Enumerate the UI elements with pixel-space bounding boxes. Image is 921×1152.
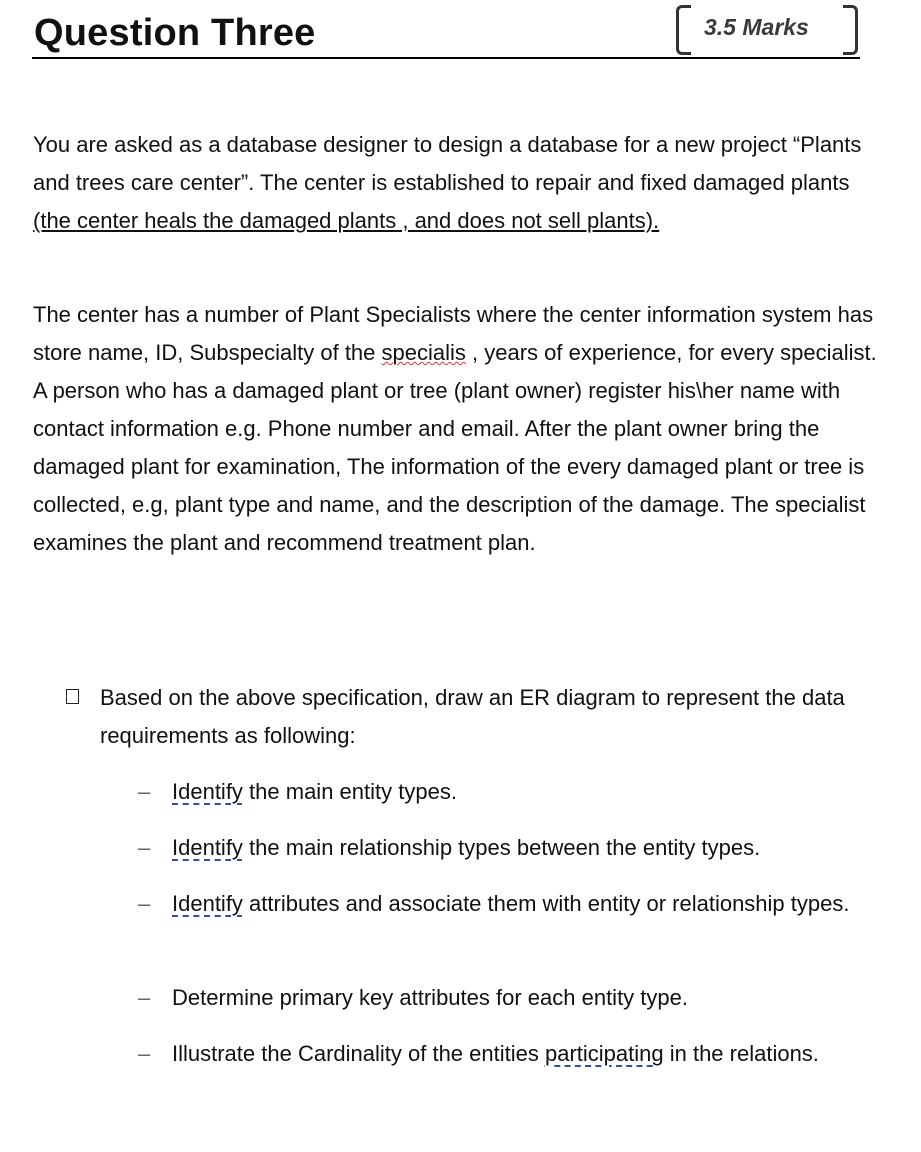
intro-paragraph [33, 126, 883, 240]
dash-bullet-icon: – [138, 891, 151, 916]
marks-label: 3.5 Marks [704, 14, 809, 40]
spec-text-a: The center has a number of Plant Specialists where the center information system has store name, ID, Subspecialty of the [33, 302, 874, 365]
spec-text-b: , years of experience, for every specialist. A person who has a damaged plant or tree (plant owner) register his\her name with contact information e.g. Phone number and email. After the plant owner bring the damaged plant for examination, The information of the every damaged plant or tree is collected, e.g, plant type and name, and the description of the damage. The specialist examines the plant and recommend treatment plan. [33, 340, 877, 555]
task-text: Determine primary key attributes for each entity type. [172, 985, 688, 1010]
grammar-flagged-word: Identify [172, 835, 243, 860]
dash-bullet-icon: – [138, 985, 151, 1010]
task-text: Illustrate the Cardinality of the entities [172, 1041, 545, 1066]
intro-underlined-note: (the center heals the damaged plants , and does not sell plants). [33, 208, 660, 233]
grammar-flagged-word: Identify [172, 779, 243, 804]
dash-bullet-icon: – [138, 835, 151, 860]
task-text: the main relationship types between the entity types. [242, 835, 761, 860]
specification-paragraph [33, 296, 883, 562]
left-bracket [676, 5, 691, 55]
right-bracket [843, 5, 858, 55]
grammar-flagged-word: Identify [172, 891, 243, 916]
instruction-text: Based on the above specification, draw an ER diagram to represent the data requirements as following: [100, 685, 845, 748]
grammar-flagged-word: participating [544, 1041, 664, 1066]
marks-badge [676, 5, 858, 55]
page-title: Question Three [34, 12, 316, 54]
checkbox-bullet-icon [66, 689, 79, 704]
intro-text: You are asked as a database designer to design a database for a new project “Plants and trees care center”. The center is established to repair and fixed damaged plants [33, 132, 862, 195]
question-header [32, 10, 860, 59]
task-text: the main entity types. [242, 779, 457, 804]
dash-bullet-icon: – [138, 779, 151, 804]
dash-bullet-icon: – [138, 1041, 151, 1066]
task-text: in the relations. [663, 1041, 819, 1066]
spelling-flagged-word: specialis [381, 340, 466, 365]
task-text: attributes and associate them with entity or relationship types. [242, 891, 850, 916]
